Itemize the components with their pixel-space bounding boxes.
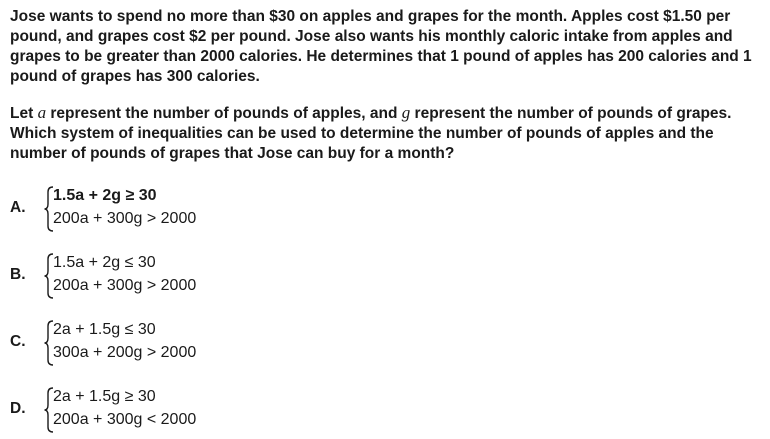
question-stem — [10, 7, 766, 164]
choice-letter-a: A. — [10, 199, 26, 216]
answer-choice-a[interactable] — [10, 185, 410, 233]
choice-b-inequality-2: 200a + 300g > 2000 — [53, 277, 197, 294]
question-paragraph-1: Jose wants to spend no more than $30 on apples and grapes for the month. Apples cost $1.50 per pound, and grapes cost $2 per pound. Jose also wants his monthly caloric intake from apples and grapes to be greater than 2000 calories. He determines that 1 pound of apples has 200 calories and 1 pound of grapes has 300 calories. — [10, 8, 752, 85]
answer-choice-b[interactable] — [10, 252, 410, 300]
choice-d-inequality-2: 200a + 300g < 2000 — [53, 411, 197, 428]
paragraph-2-text-1: Let — [10, 105, 38, 122]
answer-choice-c[interactable] — [10, 319, 410, 367]
choice-a-inequality-2: 200a + 300g > 2000 — [53, 210, 197, 227]
choice-letter-b: B. — [10, 266, 26, 283]
paragraph-2-text-2: represent the number of pounds of apples, and — [46, 105, 402, 122]
choice-c-inequality-2: 300a + 200g > 2000 — [53, 344, 197, 361]
paragraph-2-text-3: represent the number of pounds of grapes. Which system of inequalities can be used to determine the number of pounds of apples and the number of pounds of grapes that Jose can buy for a month? — [10, 105, 732, 162]
answer-choice-d[interactable] — [10, 386, 410, 434]
question-paragraph-2 — [10, 103, 766, 164]
variable-g: g — [401, 103, 411, 122]
choice-letter-d: D. — [10, 400, 26, 417]
choice-d-inequality-1: 2a + 1.5g ≥ 30 — [53, 388, 156, 405]
variable-a: a — [37, 103, 47, 122]
choice-a-inequality-1: 1.5a + 2g ≥ 30 — [53, 187, 157, 204]
choice-b-inequality-1: 1.5a + 2g ≤ 30 — [53, 254, 156, 271]
choice-c-inequality-1: 2a + 1.5g ≤ 30 — [53, 321, 156, 338]
choice-letter-c: C. — [10, 333, 26, 350]
